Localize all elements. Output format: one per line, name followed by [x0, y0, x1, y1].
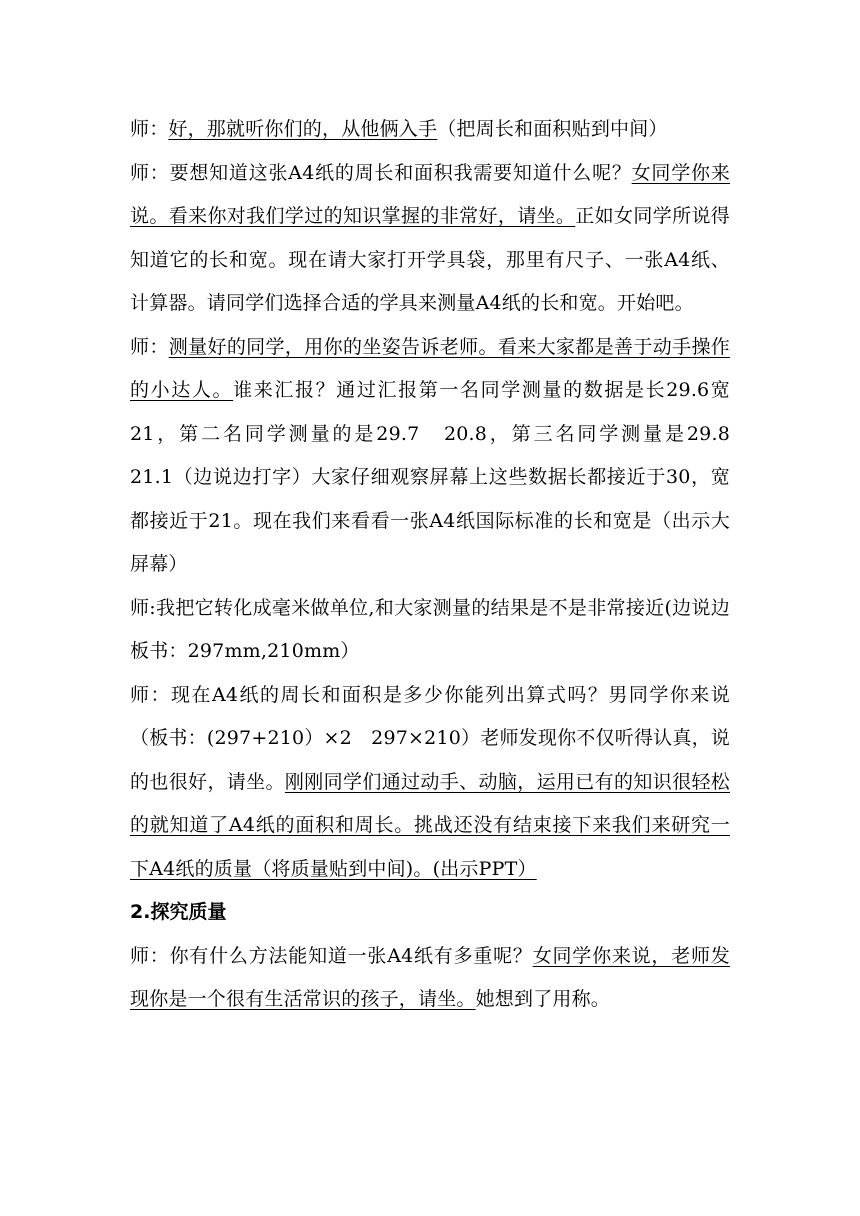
text-segment: 师：: [130, 335, 169, 358]
text-segment: 她想到了用称。: [475, 988, 611, 1010]
dialogue-paragraph: [130, 935, 730, 1022]
text-segment: 正如女同学所说得知道它的长和宽。现在请大家打开学具袋，那里有尺子、一张A4纸、计算器。请同学们选择合适的学具来测量A4纸的长和宽。开始吧。: [130, 205, 730, 314]
paragraph-list: [130, 108, 750, 891]
text-segment: （把周长和面积贴到中间）: [437, 118, 668, 140]
dialogue-paragraph: [130, 674, 730, 892]
text-segment: 师：现在A4纸的周长和面积是多少你能列出算式吗？男同学你来说（板书：(297+210）×2 297×210）老师发现你不仅听得认真，说的也很好，请坐。: [130, 683, 730, 793]
closing-paragraph-container: [130, 935, 730, 1022]
dialogue-paragraph: [130, 152, 730, 326]
text-segment: 师：要想知道这张A4纸的周长和面积我需要知道什么呢？: [130, 161, 632, 184]
text-segment: 师:我把它转化成毫米做单位,和大家测量的结果是不是非常接近(边说边板书：297mm,210mm）: [130, 596, 730, 662]
document-body: [130, 108, 750, 1022]
underlined-text: 测量好的同学，用你的坐姿告诉老师。看来大家都是善于动手操作的小达人。: [130, 335, 730, 401]
dialogue-paragraph: [130, 326, 750, 587]
underlined-text: 女同学你来说，老师发现你是一个很有生活常识的孩子，请坐。: [130, 944, 730, 1010]
underlined-text: 女同学你来说。看来你对我们学过的知识掌握的非常好，请坐。: [130, 161, 730, 227]
section-heading: 2.探究质量: [130, 901, 227, 923]
dialogue-paragraph: [130, 108, 730, 152]
dialogue-paragraph: [130, 587, 730, 674]
text-segment: 师：: [130, 118, 169, 140]
text-segment: 师：你有什么方法能知道一张A4纸有多重呢？: [130, 944, 533, 967]
text-segment: 谁来汇报？通过汇报第一名同学测量的数据是长29.6宽21，第二名同学测量的是29.7 20.8，第三名同学测量是29.8 21.1（边说边打字）大家仔细观察屏幕上这些数据长都接近于30，宽都接近于21。现在我们来看看一张A4纸国际标准的长和宽是（出示大屏幕）: [130, 379, 750, 575]
underlined-text: 刚刚同学们通过动手、动脑，运用已有的知识很轻松的就知道了A4纸的面积和周长。挑战还没有结束接下来我们来研究一下A4纸的质量（将质量贴到中间)。(出示PPT）: [130, 770, 730, 880]
underlined-text: 好，那就听你们的，从他俩入手: [168, 118, 438, 140]
